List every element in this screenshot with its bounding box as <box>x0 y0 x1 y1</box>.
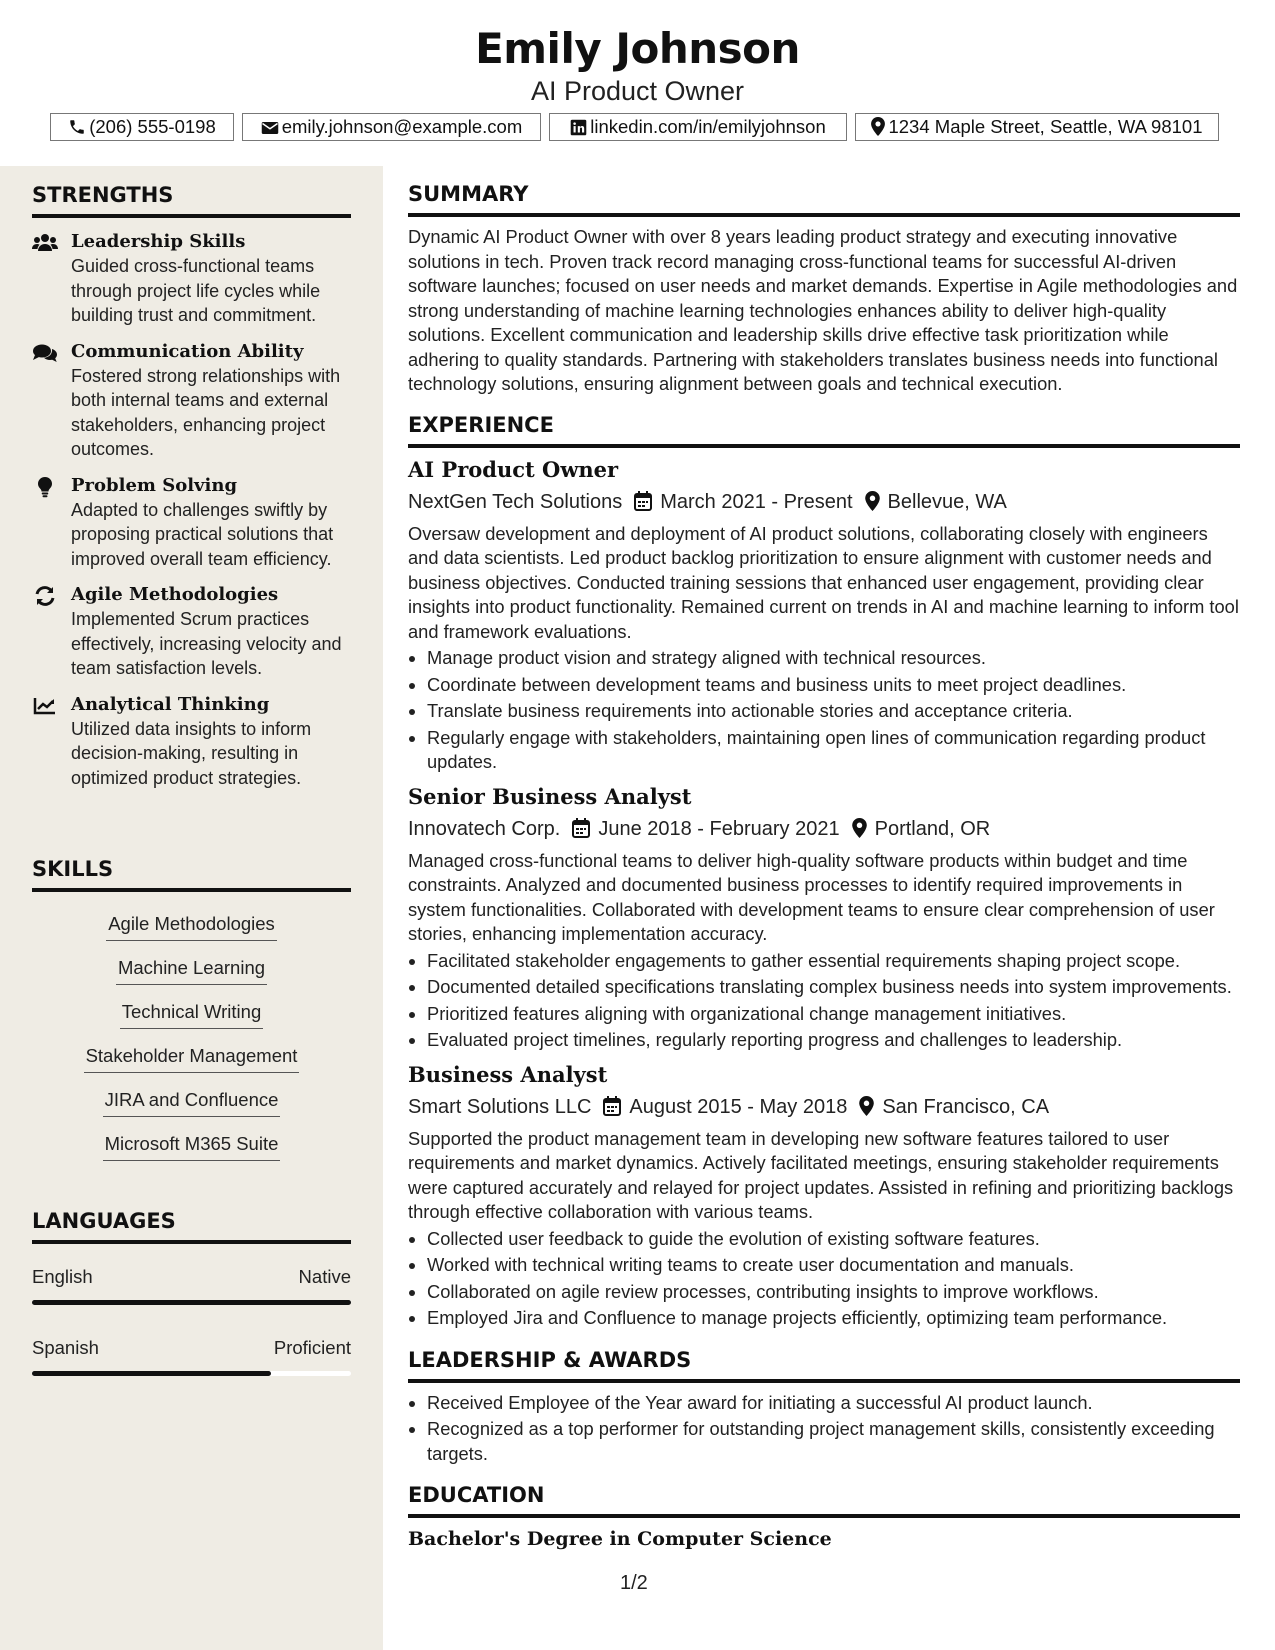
strength-item <box>32 340 351 462</box>
linkedin-text: linkedin.com/in/emilyjohnson <box>590 116 826 137</box>
job-bullet: • Collaborated on agile review processes, contributing insights to improve workflows. <box>427 1280 1240 1305</box>
strength-desc: Guided cross-functional teams through project life cycles while building trust and commitment. <box>71 256 321 325</box>
job-bullet: • Prioritized features aligning with organizational change management initiatives. <box>427 1002 1240 1027</box>
contact-phone[interactable] <box>50 113 234 141</box>
leadership-heading: LEADERSHIP & AWARDS <box>408 1347 1240 1383</box>
lightbulb-icon <box>32 476 58 498</box>
language-item <box>32 1264 351 1305</box>
strength-item <box>32 230 351 328</box>
map-marker-icon <box>871 117 885 136</box>
chart-line-icon <box>32 695 58 717</box>
job-bullet: • Facilitated stakeholder engagements to gather essential requirements shaping project scope. <box>427 949 1240 974</box>
job-bullet: • Worked with technical writing teams to create user documentation and manuals. <box>427 1253 1240 1278</box>
job-description: Oversaw development and deployment of AI product solutions, collaborating closely with engineers and data scientists. Led product backlog prioritization to ensure alignment with customer needs and business objectives. Conducted training sessions that enhanced user engagement, providing clear insights into product functionality. Remained current on trends in AI and machine learning to inform tool and framework evaluations. <box>408 522 1239 642</box>
skill-tag: Technical Writing <box>120 999 264 1029</box>
email-text: emily.johnson@example.com <box>281 116 523 137</box>
strength-item <box>32 474 351 572</box>
phone-icon <box>68 118 86 136</box>
job-bullets <box>408 1227 1240 1331</box>
experience-heading: EXPERIENCE <box>408 412 1240 448</box>
candidate-title: AI Product Owner <box>530 76 745 106</box>
address-text: 1234 Maple Street, Seattle, WA 98101 <box>888 116 1203 137</box>
map-marker-icon <box>865 491 880 511</box>
job-company: Innovatech Corp. <box>408 817 561 840</box>
job-title: AI Product Owner <box>408 456 619 482</box>
summary-heading: SUMMARY <box>408 181 1240 217</box>
skill-tag: Stakeholder Management <box>84 1043 300 1073</box>
job-bullets <box>408 646 1240 775</box>
language-bar-fill <box>32 1300 351 1305</box>
contact-linkedin[interactable] <box>549 113 847 141</box>
leadership-item: • Recognized as a top performer for outstanding project management skills, consistently exceeding targets. <box>427 1417 1240 1466</box>
languages-heading: LANGUAGES <box>32 1208 351 1244</box>
page-number: 1/2 <box>620 1572 648 1594</box>
language-name: Spanish <box>32 1337 99 1358</box>
job-company: Smart Solutions LLC <box>408 1095 592 1118</box>
job-dates: August 2015 - May 2018 <box>629 1095 848 1118</box>
skill-tag: Machine Learning <box>116 955 267 985</box>
main-content <box>408 181 1240 1552</box>
users-icon <box>32 232 58 254</box>
skills-list <box>32 902 351 1166</box>
strength-desc: Implemented Scrum practices effectively, increasing velocity and team satisfaction levels. <box>71 609 342 678</box>
strength-desc: Adapted to challenges swiftly by proposing practical solutions that improved overall team efficiency. <box>71 499 334 569</box>
sidebar <box>0 166 383 1650</box>
calendar-icon <box>634 491 652 511</box>
job-bullet: • Documented detailed specifications translating complex business needs into system improvements. <box>427 975 1240 1000</box>
job-dates: March 2021 - Present <box>660 490 853 513</box>
linkedin-icon <box>570 119 587 136</box>
job-meta <box>408 488 1240 516</box>
language-name: English <box>32 1266 93 1287</box>
job-title: Business Analyst <box>408 1061 608 1087</box>
resume-header <box>0 0 1275 107</box>
strengths-heading: STRENGTHS <box>32 182 351 218</box>
strengths-section <box>32 182 351 790</box>
job-bullet: • Translate business requirements into actionable stories and acceptance criteria. <box>427 699 1240 724</box>
strength-item <box>32 693 351 791</box>
job-bullets <box>408 949 1240 1053</box>
job-bullet: • Employed Jira and Confluence to manage projects efficiently, optimizing team performance. <box>427 1306 1240 1331</box>
job-location: Bellevue, WA <box>887 490 1007 513</box>
job-entry <box>408 783 1240 1053</box>
sync-icon <box>32 585 58 607</box>
strength-item <box>32 583 351 681</box>
job-entry <box>408 456 1240 775</box>
strength-title: Communication Ability <box>71 340 304 362</box>
language-level: Proficient <box>273 1337 351 1358</box>
skill-tag: Microsoft M365 Suite <box>103 1131 281 1161</box>
phone-text: (206) 555-0198 <box>89 116 216 137</box>
envelope-icon <box>261 120 279 136</box>
map-marker-icon <box>852 818 867 838</box>
skills-section <box>32 856 351 1166</box>
chat-icon <box>32 342 58 364</box>
job-description: Managed cross-functional teams to deliver high-quality software products within budget and time constraints. Analyzed and documented business processes to identify required improvements in system functionalities. Collaborated with development teams to ensure clear comprehension of user stories, enhancing implementation accuracy. <box>408 849 1215 944</box>
calendar-icon <box>572 818 590 838</box>
language-bar-fill <box>32 1371 271 1376</box>
job-meta <box>408 1093 1240 1121</box>
leadership-item: • Received Employee of the Year award for initiating a successful AI product launch. <box>427 1391 1240 1416</box>
candidate-name: Emily Johnson <box>475 24 800 73</box>
job-company: NextGen Tech Solutions <box>408 490 623 513</box>
strength-title: Agile Methodologies <box>71 584 279 605</box>
job-title: Senior Business Analyst <box>408 783 692 809</box>
education-heading: EDUCATION <box>408 1482 1240 1518</box>
calendar-icon <box>603 1096 621 1116</box>
strength-title: Leadership Skills <box>71 231 246 252</box>
strength-title: Problem Solving <box>71 474 238 496</box>
summary-text: Dynamic AI Product Owner with over 8 years leading product strategy and executing innovative solutions in tech. Proven track record managing cross-functional teams for successful AI-driven software launches; focused on user needs and market demands. Expertise in Agile methodologies and strong understanding of machine learning technologies enhances ability to deliver high-quality solutions. Excellent communication and leadership skills drive effective task prioritization while adhering to quality standards. Partnering with stakeholders translates business needs into functional technology solutions, ensuring alignment between goals and technical execution. <box>408 226 1238 394</box>
job-dates: June 2018 - February 2021 <box>598 817 840 840</box>
job-location: San Francisco, CA <box>882 1095 1050 1118</box>
strength-desc: Utilized data insights to inform decision-making, resulting in optimized product strategies. <box>71 718 312 788</box>
skills-heading: SKILLS <box>32 856 351 892</box>
skill-tag: JIRA and Confluence <box>103 1087 281 1117</box>
job-bullet: • Evaluated project timelines, regularly reporting progress and challenges to leadership. <box>427 1028 1240 1053</box>
job-bullet: • Collected user feedback to guide the evolution of existing software features. <box>427 1227 1240 1252</box>
job-location: Portland, OR <box>874 817 991 840</box>
language-bar <box>32 1371 351 1376</box>
language-item <box>32 1335 351 1376</box>
contact-address <box>855 113 1219 141</box>
job-description: Supported the product management team in developing new software features tailored to user requirements and market dynamics. Actively facilitated meetings, ensuring stakeholder requirements were captured accurately and relayed for project updates. Assisted in refining and prioritizing backlogs through effective collaboration with various teams. <box>408 1127 1234 1222</box>
language-bar <box>32 1300 351 1305</box>
job-meta <box>408 815 1240 843</box>
strength-title: Analytical Thinking <box>71 693 270 715</box>
job-bullet: • Manage product vision and strategy aligned with technical resources. <box>427 646 1240 671</box>
job-entry <box>408 1061 1240 1331</box>
contact-bar <box>0 113 1275 143</box>
map-marker-icon <box>859 1096 874 1116</box>
job-bullet: • Regularly engage with stakeholders, maintaining open lines of communication regarding product updates. <box>427 726 1240 775</box>
strength-desc: Fostered strong relationships with both internal teams and external stakeholders, enhancing project outcomes. <box>71 365 341 459</box>
contact-email[interactable] <box>242 113 541 141</box>
skill-tag: Agile Methodologies <box>106 911 277 941</box>
job-bullet: • Coordinate between development teams and business units to meet project deadlines. <box>427 673 1240 698</box>
language-level: Native <box>298 1266 351 1287</box>
leadership-list <box>408 1391 1240 1467</box>
languages-section <box>32 1208 351 1376</box>
education-degree: Bachelor's Degree in Computer Science <box>408 1528 832 1550</box>
